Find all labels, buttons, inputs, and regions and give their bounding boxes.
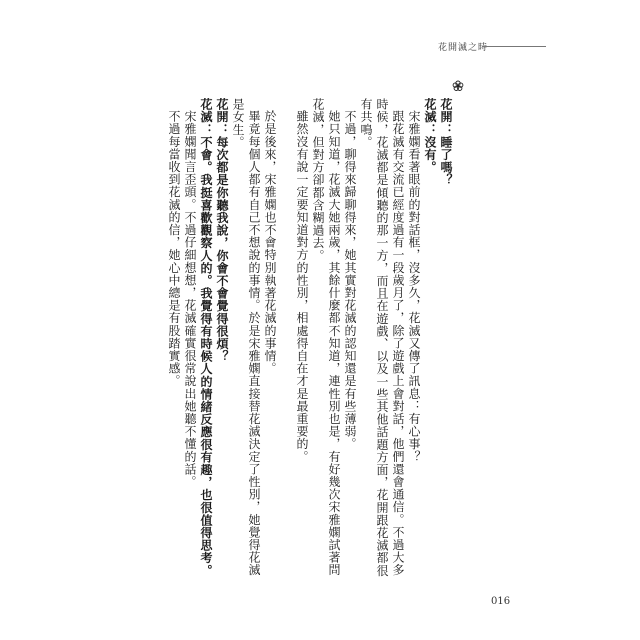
running-title: 花開滅之時: [438, 43, 489, 53]
header-rule: [482, 46, 546, 47]
page-number: 016: [491, 596, 511, 607]
paragraph: 畢竟每個人都有自己不想說的事情。於是宋雅嫻直接替花滅決定了性別，她覺得花滅是女生。: [231, 98, 261, 577]
chat-line: 花滅：不會。我挺喜歡觀察人的。我覺得有時候人的情緒反應很有趣，也很值得思考。: [199, 98, 213, 577]
paragraph: 不過，聊得來歸聊得來，她其實對花滅的認知還是有些薄弱。: [343, 110, 357, 451]
paragraph: 宋雅嫻看著眼前的對話框，沒多久，花滅又傳了訊息：有心事？: [407, 110, 421, 463]
body-text: [166, 98, 454, 586]
paragraph: 雖然沒有說一定要知道對方的性別，相處得自在才是最重要的。: [295, 110, 309, 463]
paragraph: 宋雅嫻聞言歪頭。不過仔細想想，花滅確實很常說出她聽不懂的話。: [183, 110, 197, 488]
paragraph: 跟花滅有交流已經度過有一段歲月了，除了遊戲上會對話，他們還會通信。不過大多時候，花滅都是傾聽的那一方，而且在遊戲、以及一些其他話題方面，花開跟花滅都很有共鳴。: [359, 98, 405, 577]
chat-line: 花開：睡了嗎？: [439, 98, 453, 187]
flower-icon: [452, 80, 464, 92]
chat-line: 花開：每次都是你聽我說，你會不會覺得很煩？: [215, 98, 229, 363]
paragraph: 於是後來，宋雅嫻也不會特別執著花滅的事情。: [263, 110, 277, 375]
paragraph: 不過每當收到花滅的信，她心中總是有股踏實感。: [167, 110, 181, 388]
chat-line: 花滅：沒有。: [423, 98, 437, 174]
paragraph: 她只知道，花滅大她兩歲，其餘什麼都不知道，連性別也是，有好幾次宋雅嫻試著問花滅，但對方卻都含糊過去。: [311, 98, 341, 577]
